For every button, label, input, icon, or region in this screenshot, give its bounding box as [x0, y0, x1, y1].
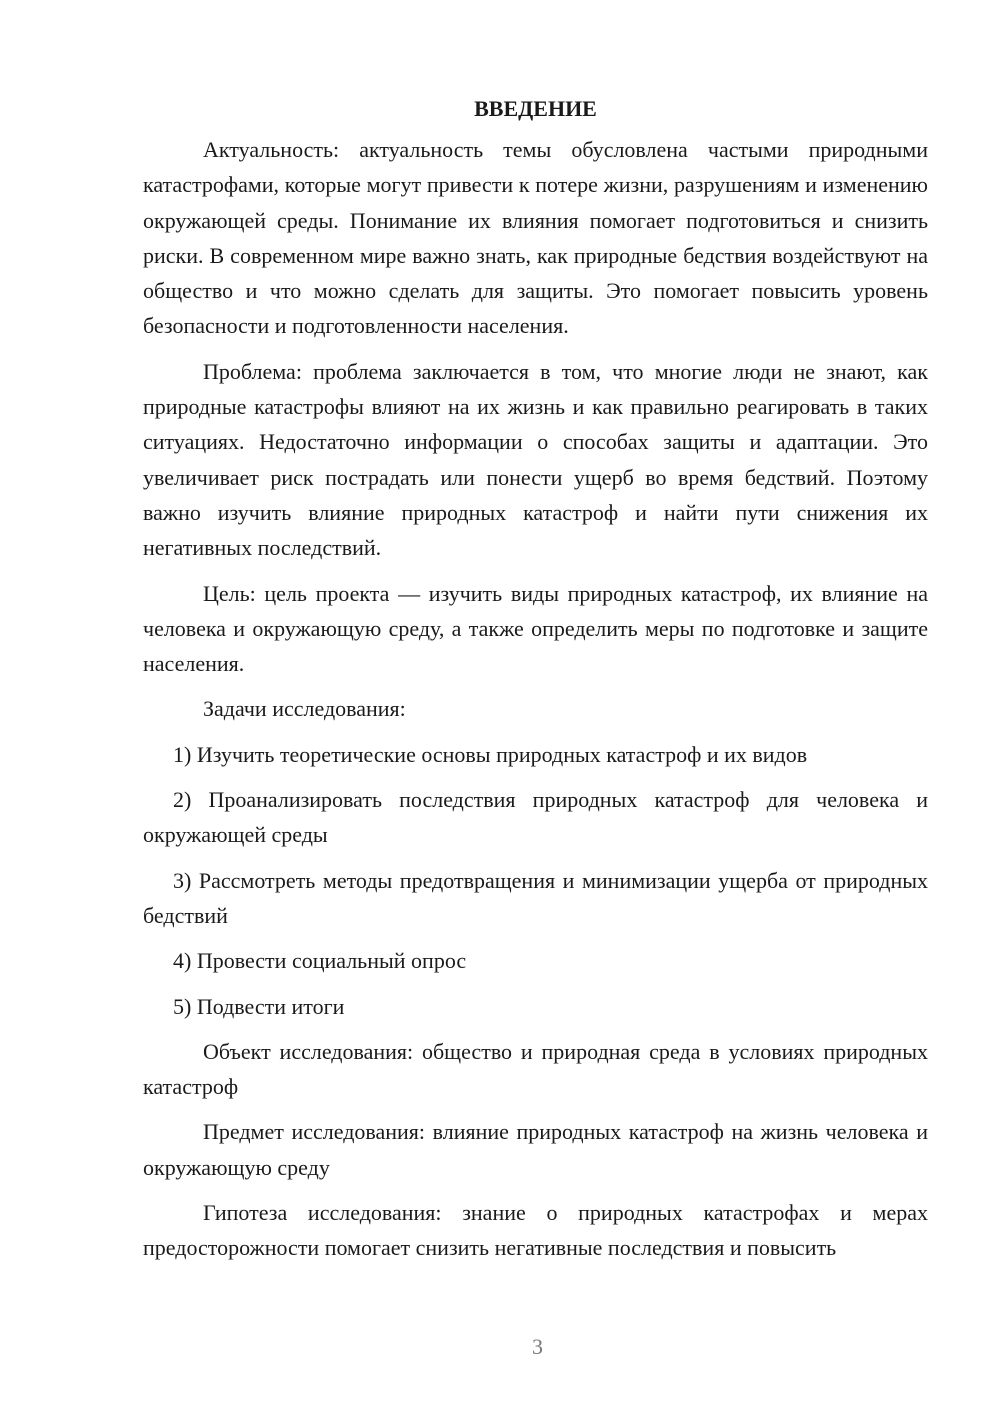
- document-page: [143, 94, 928, 1276]
- section-title: ВВЕДЕНИЕ: [474, 96, 597, 121]
- paragraph-object: Объект исследования: общество и природная среда в условиях природных катастроф: [143, 1038, 928, 1100]
- task-item-4: 4) Провести социальный опрос: [173, 948, 467, 974]
- task-item-5: 5) Подвести итоги: [173, 993, 345, 1019]
- paragraph-goal: Цель: цель проекта — изучить виды природных катастроф, их влияние на человека и окружающую среду, а также определить меры по подготовке и защите населения.: [143, 580, 928, 677]
- paragraph-hypothesis: Гипотеза исследования: знание о природных катастрофах и мерах предосторожности помогает снизить негативные последствия и повысить: [143, 1200, 928, 1261]
- paragraph-subject: Предмет исследования: влияние природных катастроф на жизнь человека и окружающую среду: [143, 1119, 928, 1180]
- page-number: 3: [532, 1334, 543, 1359]
- task-item-1: 1) Изучить теоретические основы природных катастроф и их видов: [173, 741, 808, 767]
- paragraph-relevance: Актуальность: актуальность темы обусловлена частыми природными катастрофами, которые могут привести к потере жизни, разрушениям и изменению окружающей среды. Понимание их влияния помогает подготовиться и снизить риски. В современном мире важно знать, как природные бедствия воздействуют на общество и что можно сделать для защиты. Это помогает повысить уровень безопасности и подготовленности населения.: [143, 137, 928, 339]
- task-item-3: 3) Рассмотреть методы предотвращения и минимизации ущерба от природных бедствий: [143, 867, 928, 928]
- paragraph-tasks-heading: Задачи исследования:: [203, 696, 406, 722]
- task-item-2: 2) Проанализировать последствия природных катастроф для человека и окружающей среды: [143, 787, 928, 848]
- paragraph-problem: Проблема: проблема заключается в том, что многие люди не знают, как природные катастрофы влияют на их жизнь и как правильно реагировать в таких ситуациях. Недостаточно информации о способах защиты и адаптации. Это увеличивает риск пострадать или понести ущерб во время бедствий. Поэтому важно изучить влияние природных катастроф и найти пути снижения их негативных последствий.: [143, 358, 928, 561]
